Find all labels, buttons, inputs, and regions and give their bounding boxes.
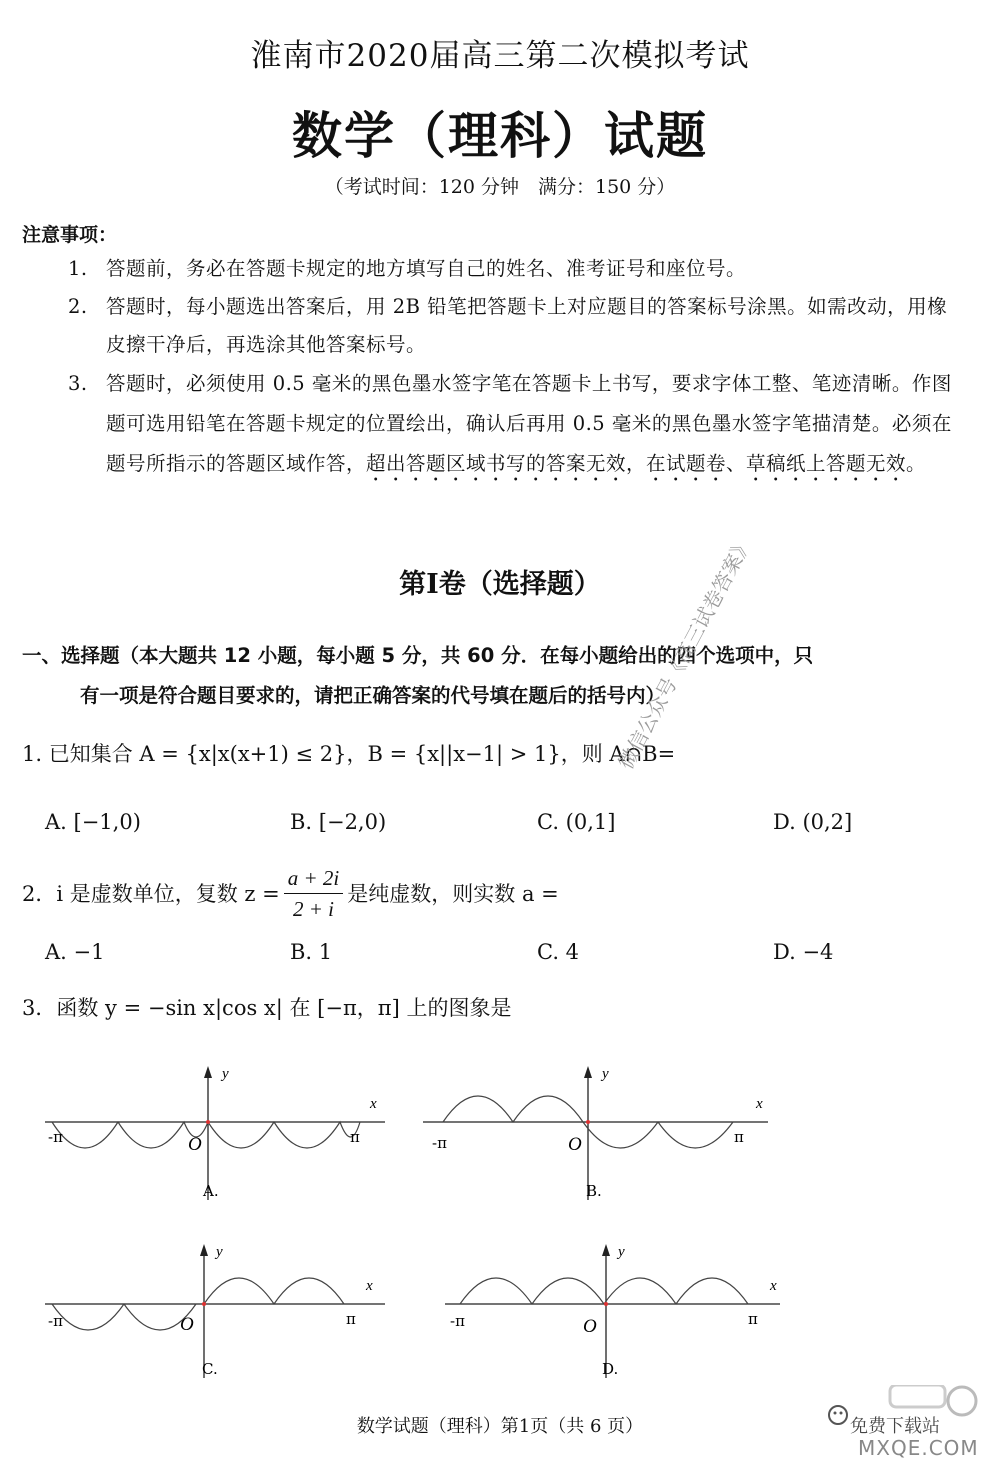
x-axis-label: x — [370, 1096, 377, 1112]
graph-option-label: B. — [586, 1182, 602, 1200]
question-3-stem: 3．函数 y = −sin x|cos x| 在 [−π，π] 上的图象是 — [22, 996, 512, 1020]
right-tick-label: π — [346, 1310, 356, 1328]
note-text-emphasis: 超出答题区域书写的答案无效，在试题卷、草稿纸上答题无效 — [366, 452, 907, 475]
question-1-stem: 1. 已知集合 A = {x|x(x+1) ≤ 2}，B = {x||x−1| > 1}，则 A∩B= — [22, 742, 676, 766]
q1-option-b: B. [−2,0) — [290, 810, 387, 834]
q2-fraction — [284, 863, 344, 924]
section-heading-line1: 一、选择题（本大题共 12 小题，每小题 5 分，共 60 分．在每小题给出的四个选项中，只 — [22, 644, 814, 667]
left-tick-label: -π — [450, 1312, 465, 1330]
note-item-3 — [68, 364, 958, 486]
y-axis-label: y — [216, 1244, 223, 1260]
right-tick-label: π — [350, 1128, 360, 1146]
curve-path — [460, 1278, 748, 1304]
y-axis-arrow-icon — [204, 1066, 212, 1078]
note-text — [68, 364, 958, 486]
note-text: 答题时，每小题选出答案后，用 2B 铅笔把答题卡上对应题目的答案标号涂黑。如需改动，用橡皮擦干净后，再选涂其他答案标号。 — [106, 295, 948, 356]
q2-denominator: 2 + i — [293, 896, 335, 921]
notes-heading: 注意事项： — [22, 224, 118, 246]
exam-subject-title: 数学（理科）试题 — [292, 106, 708, 165]
y-axis-label: y — [222, 1066, 229, 1082]
note-text-end: 。 — [906, 452, 927, 475]
section-heading-line2: 有一项是符合题目要求的，请把正确答案的代号填在题后的括号内） — [80, 684, 666, 707]
q2-numerator: a + 2i — [284, 863, 344, 894]
q1-option-d: D. (0,2] — [773, 810, 853, 834]
q1-option-a: A. [−1,0) — [45, 810, 141, 834]
origin-label: O — [180, 1314, 194, 1335]
origin-dot-icon — [604, 1302, 608, 1306]
q2-option-b: B. 1 — [290, 940, 333, 964]
graph-option-label: A. — [203, 1182, 219, 1200]
q2-option-a: A. −1 — [45, 940, 105, 964]
y-axis-arrow-icon — [602, 1244, 610, 1256]
q3-graph-a — [30, 1060, 390, 1210]
y-axis-label: y — [618, 1244, 625, 1260]
graph-option-label: C. — [202, 1360, 218, 1378]
right-tick-label: π — [734, 1128, 744, 1146]
q3-graph-c — [30, 1238, 390, 1388]
origin-label: O — [568, 1134, 582, 1155]
note-number: 3. — [68, 372, 88, 395]
left-tick-label: -π — [48, 1312, 63, 1330]
note-item-1 — [68, 250, 958, 288]
y-axis-label: y — [602, 1066, 609, 1082]
site-logo-text: 免费下载站 — [850, 1416, 940, 1437]
origin-label: O — [583, 1316, 597, 1337]
right-tick-label: π — [748, 1310, 758, 1328]
wechat-watermark: 微信公众号《高三试卷答案》 — [613, 532, 757, 774]
y-axis-arrow-icon — [584, 1066, 592, 1078]
q2-option-d: D. −4 — [773, 940, 834, 964]
q1-option-c: C. (0,1] — [537, 810, 616, 834]
note-text-plain: 答题时，必须使用 0.5 毫米的黑色墨水签字笔在答题卡上书写，要求字体工整、笔迹清晰。作图题可选用铅笔在答题卡规定的位置绘出，确认后再用 0.5 毫米的黑色墨水签字笔描清楚。必须在题号所指示的答题区域作答， — [106, 372, 952, 475]
part-title: 第Ⅰ卷（选择题） — [399, 569, 601, 600]
page-footer: 数学试题（理科）第1页（共 6 页） — [356, 1416, 644, 1437]
origin-dot-icon — [206, 1120, 210, 1124]
graph-option-label: D. — [602, 1360, 619, 1378]
left-tick-label: -π — [432, 1134, 447, 1152]
x-axis-label: x — [756, 1096, 763, 1112]
q3-graph-b — [418, 1060, 778, 1210]
y-axis-arrow-icon — [200, 1244, 208, 1256]
origin-dot-icon — [586, 1120, 590, 1124]
note-text: 答题前，务必在答题卡规定的地方填写自己的姓名、准考证号和座位号。 — [106, 257, 747, 280]
origin-dot-icon — [202, 1302, 206, 1306]
curve-path — [52, 1122, 360, 1148]
q2-option-c: C. 4 — [537, 940, 580, 964]
q2-suffix: 是纯虚数，则实数 a = — [347, 882, 559, 906]
exam-school-title: 淮南市2020届高三第二次模拟考试 — [250, 38, 750, 74]
exam-time-info: （考试时间：120 分钟 满分：150 分） — [324, 176, 676, 198]
origin-label: O — [188, 1134, 202, 1155]
note-number: 2. — [68, 295, 88, 318]
note-number: 1. — [68, 257, 88, 280]
x-axis-label: x — [770, 1278, 777, 1294]
q3-graph-d — [430, 1238, 790, 1388]
left-tick-label: -π — [48, 1128, 63, 1146]
question-2-stem — [22, 860, 559, 926]
note-item-2 — [68, 288, 958, 364]
site-logo-url: MXQE.COM — [858, 1436, 979, 1460]
x-axis-label: x — [366, 1278, 373, 1294]
q2-prefix: 2．i 是虚数单位，复数 z = — [22, 882, 280, 906]
